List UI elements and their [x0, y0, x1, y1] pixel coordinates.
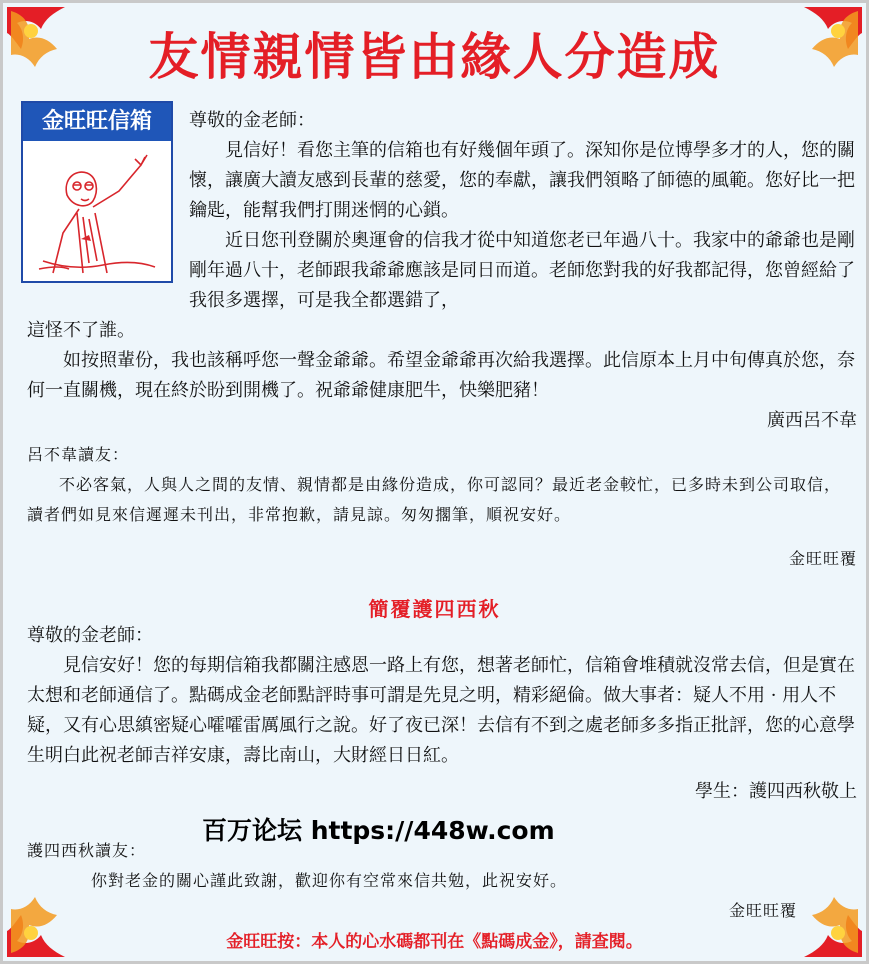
- reply2-body: 你對老金的關心謹此致謝，歡迎你有空常來信共勉，此祝安好。: [91, 871, 568, 890]
- letter2-signature: 學生：護四西秋敬上: [695, 781, 857, 802]
- reply2-signature: 金旺旺覆: [728, 901, 797, 920]
- page-title: 友情親情皆由緣人分造成: [148, 28, 721, 86]
- letter1-top: [189, 106, 857, 316]
- column-logo: [21, 101, 173, 283]
- footer-note: 金旺旺按：本人的心水碼都刊在《點碼成金》，請查閱。: [226, 932, 643, 952]
- letter1-signature: 廣西呂不韋: [767, 410, 857, 431]
- letter1-para2-end: 這怪不了誰。: [27, 320, 135, 341]
- logo-title: 金旺旺信箱: [23, 103, 171, 141]
- reply1-greeting: 呂不韋讀友：: [27, 445, 130, 464]
- reply1-signature: 金旺旺覆: [788, 549, 857, 568]
- letter1-para3: 如按照輩份，我也該稱呼您一聲金爺爺。希望金爺爺再次給我選擇。此信原本上月中旬傳真於您，奈何一直關機，現在終於盼到開機了。祝爺爺健康肥牛，快樂肥豬！: [27, 350, 855, 401]
- watermark: 百万论坛 https://448w.com: [202, 816, 555, 845]
- reply1-body: 不必客氣，人與人之間的友情、親情都是由緣份造成，你可認同？最近老金較忙，已多時未到公司取信，讀者們如見來信遲遲未刊出，非常抱歉，請見諒。匆匆擱筆，順祝安好。: [27, 475, 842, 524]
- teacher-pointing-illustration: [23, 143, 171, 279]
- letter1-bottom: [27, 316, 857, 436]
- letter1-para2: 近日您刊登關於奧運會的信我才從中知道您老已年過八十。我家中的爺爺也是剛剛年過八十，老師跟我爺爺應該是同日而道。老師您對我的好我都記得，您曾經給了我很多選擇，可是我全都選錯了，: [189, 230, 855, 311]
- letter1-greeting: 尊敬的金老師：: [189, 110, 315, 131]
- reply2: [27, 836, 837, 926]
- letter2-body: 見信安好！您的每期信箱我都關注感恩一路上有您，想著老師忙，信箱會堆積就沒常去信，但是實在太想和老師通信了。點碼成金老師點評時事可謂是先見之明，精彩絕倫。做大事者：疑人不用 · 用人不疑，又有心思縝密疑心嚯嚯雷厲風行之說。好了夜已深！去信有不到之處老師多多指正批評，您的心意學生明白此祝老師吉祥安康，壽比南山，大財經日日紅。: [27, 655, 855, 766]
- letter2-greeting: 尊敬的金老師：: [27, 625, 153, 646]
- section2-title: 簡覆護四西秋: [368, 597, 501, 621]
- letter2: [27, 621, 857, 807]
- reply1: [27, 440, 857, 574]
- letter1-para1: 見信好！看您主筆的信箱也有好幾個年頭了。深知你是位博學多才的人，您的關懷，讓廣大讀友感到長輩的慈愛，您的奉獻，讓我們領略了師德的風範。您好比一把鑰匙，能幫我們打開迷惘的心鎖。: [189, 140, 855, 221]
- reply2-greeting: 護四西秋讀友：: [27, 841, 147, 860]
